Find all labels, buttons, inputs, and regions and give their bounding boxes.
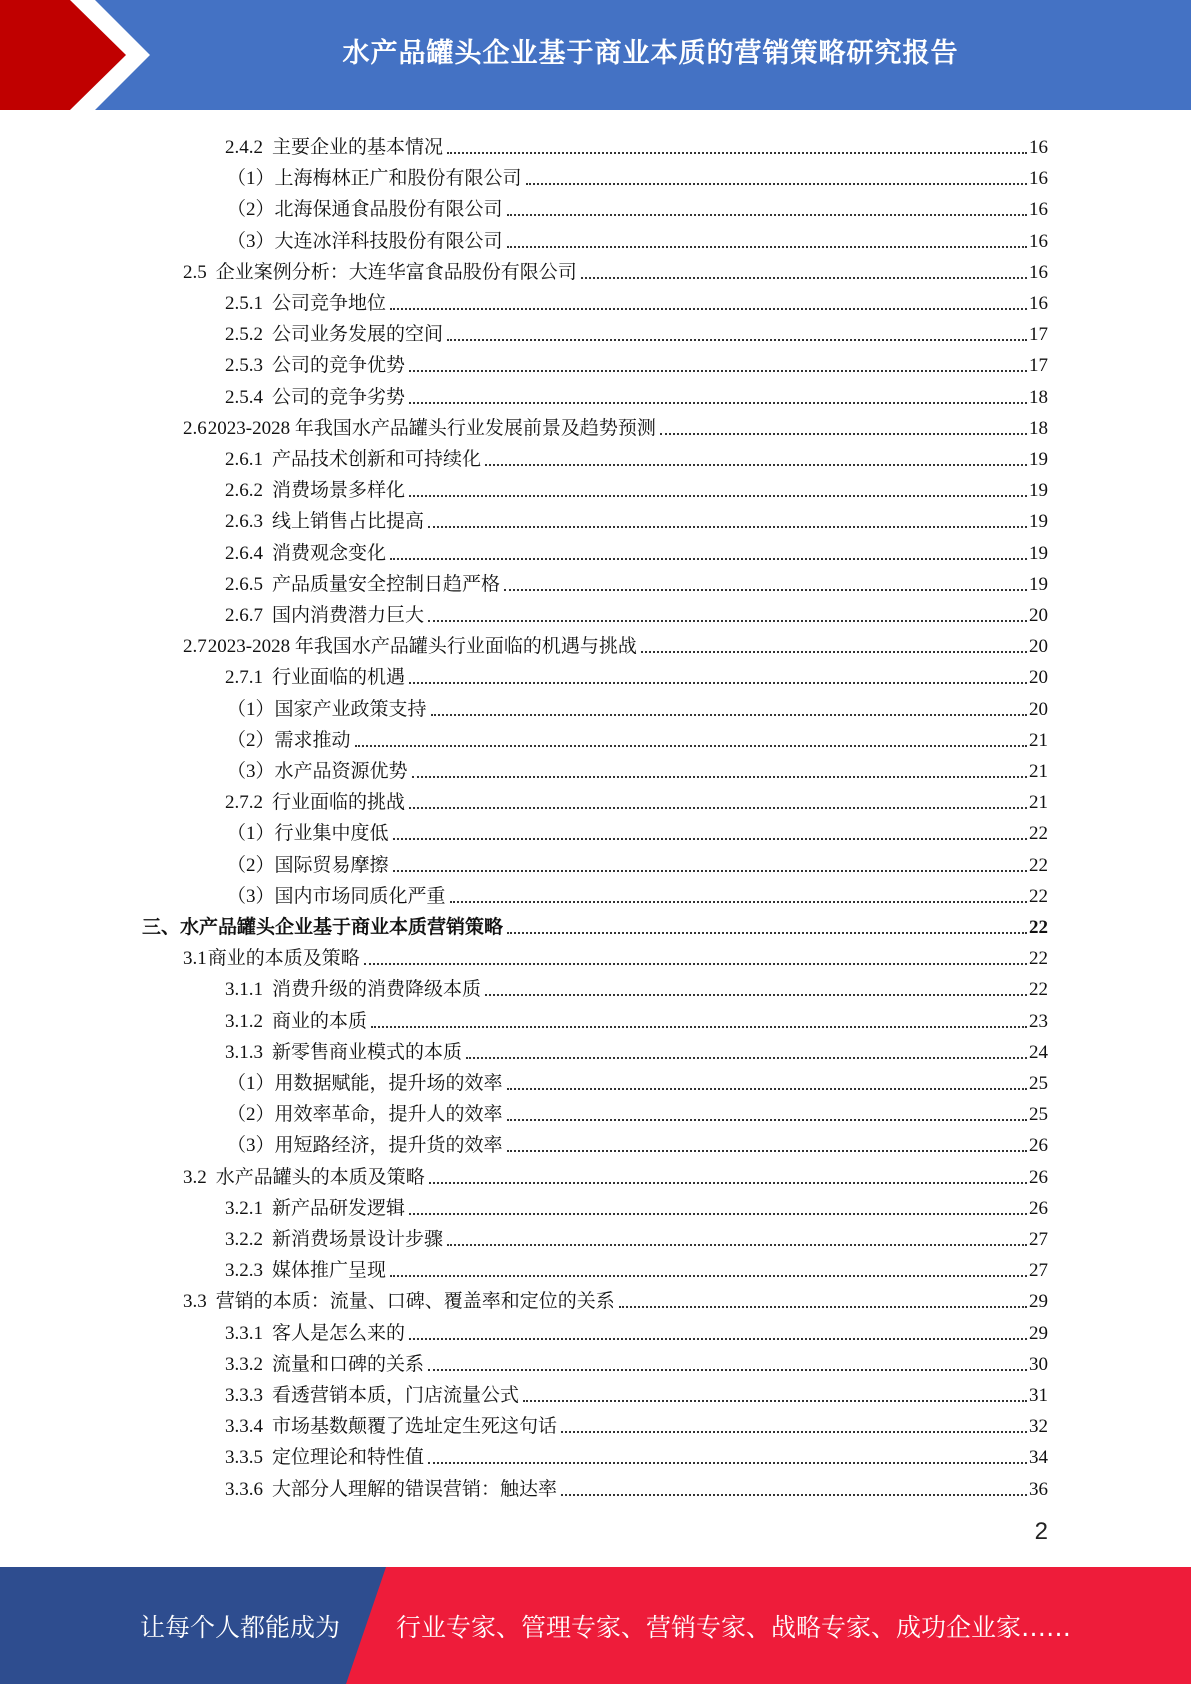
toc-dot-leader bbox=[447, 151, 1027, 154]
toc-entry[interactable] bbox=[225, 440, 1048, 471]
toc-entry[interactable] bbox=[227, 1064, 1048, 1095]
toc-entry[interactable] bbox=[225, 596, 1048, 627]
toc-entry-page: 21 bbox=[1029, 761, 1048, 782]
toc-dot-leader bbox=[523, 1399, 1027, 1402]
toc-entry-page: 22 bbox=[1029, 886, 1048, 907]
toc-entry-title: 大部分人理解的错误营销：触达率 bbox=[272, 1479, 558, 1500]
toc-entry-title: 2023-2028 年我国水产品罐头行业发展前景及趋势预测 bbox=[207, 418, 656, 439]
toc-entry[interactable] bbox=[225, 1345, 1048, 1376]
toc-dot-leader bbox=[428, 525, 1027, 528]
toc-entry-title: 产品质量安全控制日趋严格 bbox=[272, 574, 501, 595]
toc-entry-page: 29 bbox=[1029, 1323, 1048, 1344]
toc-entry[interactable] bbox=[225, 1438, 1048, 1469]
toc-dot-leader bbox=[393, 869, 1027, 872]
toc-entry-page: 19 bbox=[1029, 480, 1048, 501]
toc-dot-leader bbox=[409, 369, 1027, 372]
toc-entry-title: （1）行业集中度低 bbox=[227, 823, 389, 844]
toc-entry-number: 2.4.2 bbox=[225, 137, 263, 158]
toc-entry-title: 媒体推广呈现 bbox=[272, 1260, 387, 1281]
toc-entry-number: 3.2.2 bbox=[225, 1229, 263, 1250]
toc-entry-page: 27 bbox=[1029, 1260, 1048, 1281]
toc-entry-title: 三、水产品罐头企业基于商业本质营销策略 bbox=[142, 917, 504, 938]
toc-entry-title: （2）用效率革命，提升人的效率 bbox=[227, 1104, 503, 1125]
toc-entry-title: 营销的本质：流量、口碑、覆盖率和定位的关系 bbox=[215, 1291, 615, 1312]
toc-entry-page: 22 bbox=[1029, 979, 1048, 1000]
toc-entry-title: 新零售商业模式的本质 bbox=[272, 1042, 463, 1063]
toc-entry-page: 31 bbox=[1029, 1385, 1048, 1406]
toc-dot-leader bbox=[507, 1149, 1027, 1152]
toc-entry-title: 新消费场景设计步骤 bbox=[272, 1229, 444, 1250]
toc-entry-title: （2）需求推动 bbox=[227, 730, 351, 751]
toc-entry-number: 3.2.3 bbox=[225, 1260, 263, 1281]
toc-dot-leader bbox=[447, 1243, 1027, 1246]
toc-entry[interactable] bbox=[183, 1158, 1048, 1189]
toc-entry-title: （3）大连冰洋科技股份有限公司 bbox=[227, 231, 503, 252]
toc-entry[interactable] bbox=[225, 1314, 1048, 1345]
toc-dot-leader bbox=[431, 713, 1027, 716]
toc-entry-title: （3）水产品资源优势 bbox=[227, 761, 408, 782]
toc-entry-title: 客人是怎么来的 bbox=[272, 1323, 406, 1344]
toc-dot-leader bbox=[428, 619, 1027, 622]
toc-entry-number: 2.6.5 bbox=[225, 574, 263, 595]
toc-entry-title: 行业面临的机遇 bbox=[272, 667, 406, 688]
toc-entry-title: 水产品罐头的本质及策略 bbox=[215, 1167, 425, 1188]
toc-entry-number: 2.5.3 bbox=[225, 355, 263, 376]
toc-entry-page: 20 bbox=[1029, 636, 1048, 657]
toc-entry-page: 25 bbox=[1029, 1073, 1048, 1094]
toc-entry-number: 2.7 bbox=[183, 636, 207, 657]
toc-entry-page: 16 bbox=[1029, 262, 1048, 283]
toc-entry[interactable] bbox=[225, 565, 1048, 596]
toc-entry-title: 商业的本质 bbox=[272, 1011, 368, 1032]
toc-entry-title: （3）用短路经济，提升货的效率 bbox=[227, 1135, 503, 1156]
toc-entry-page: 19 bbox=[1029, 511, 1048, 532]
toc-entry[interactable] bbox=[225, 315, 1048, 346]
toc-entry-title: 流量和口碑的关系 bbox=[272, 1354, 425, 1375]
toc-dot-leader bbox=[485, 463, 1027, 466]
toc-entry-page: 19 bbox=[1029, 449, 1048, 470]
toc-entry[interactable] bbox=[225, 284, 1048, 315]
toc-entry-page: 16 bbox=[1029, 231, 1048, 252]
toc-entry-number: 2.5.4 bbox=[225, 387, 263, 408]
toc-dot-leader bbox=[507, 931, 1027, 934]
page-header bbox=[0, 0, 1191, 110]
toc-entry[interactable] bbox=[227, 690, 1048, 721]
toc-entry[interactable] bbox=[227, 721, 1048, 752]
toc-entry-number: 2.6.3 bbox=[225, 511, 263, 532]
toc-entry-title: （1）用数据赋能，提升场的效率 bbox=[227, 1073, 503, 1094]
toc-entry-number: 2.6.1 bbox=[225, 449, 263, 470]
toc-entry-number: 3.1.3 bbox=[225, 1042, 263, 1063]
page-number: 2 bbox=[1034, 1518, 1048, 1545]
toc-entry-title: （2）国际贸易摩擦 bbox=[227, 855, 389, 876]
toc-entry[interactable] bbox=[225, 346, 1048, 377]
toc-entry[interactable] bbox=[225, 471, 1048, 502]
toc-entry-page: 19 bbox=[1029, 543, 1048, 564]
toc-entry-number: 2.5.1 bbox=[225, 293, 263, 314]
toc-entry-page: 23 bbox=[1029, 1011, 1048, 1032]
toc-entry-page: 22 bbox=[1029, 948, 1048, 969]
toc-dot-leader bbox=[390, 307, 1027, 310]
toc-dot-leader bbox=[507, 213, 1027, 216]
toc-entry[interactable] bbox=[225, 658, 1048, 689]
toc-dot-leader bbox=[364, 962, 1027, 965]
toc-entry-title: （1）上海梅林正广和股份有限公司 bbox=[227, 168, 522, 189]
toc-entry-title: 看透营销本质，门店流量公式 bbox=[272, 1385, 520, 1406]
toc-dot-leader bbox=[409, 494, 1027, 497]
toc-entry-number: 3.3.2 bbox=[225, 1354, 263, 1375]
toc-entry-page: 26 bbox=[1029, 1198, 1048, 1219]
toc-entry-title: 国内消费潜力巨大 bbox=[272, 605, 425, 626]
toc-entry-title: 企业案例分析：大连华富食品股份有限公司 bbox=[215, 262, 577, 283]
toc-entry-page: 19 bbox=[1029, 574, 1048, 595]
toc-entry-page: 17 bbox=[1029, 355, 1048, 376]
toc-entry[interactable] bbox=[225, 1189, 1048, 1220]
toc-entry[interactable] bbox=[225, 1470, 1048, 1501]
toc-entry[interactable] bbox=[225, 970, 1048, 1001]
toc-entry-number: 3.3 bbox=[183, 1291, 207, 1312]
toc-dot-leader bbox=[641, 650, 1027, 653]
toc-entry-page: 24 bbox=[1029, 1042, 1048, 1063]
toc-entry-title: 消费观念变化 bbox=[272, 543, 387, 564]
toc-dot-leader bbox=[429, 1181, 1027, 1184]
toc-dot-leader bbox=[660, 432, 1027, 435]
toc-entry[interactable] bbox=[225, 378, 1048, 409]
toc-dot-leader bbox=[485, 993, 1027, 996]
toc-entry-page: 17 bbox=[1029, 324, 1048, 345]
toc-entry-page: 22 bbox=[1029, 855, 1048, 876]
toc-dot-leader bbox=[428, 1461, 1027, 1464]
toc-dot-leader bbox=[507, 1087, 1027, 1090]
toc-entry-page: 22 bbox=[1029, 823, 1048, 844]
toc-entry-number: 2.6.4 bbox=[225, 543, 263, 564]
toc-dot-leader bbox=[507, 1118, 1027, 1121]
toc-entry[interactable] bbox=[227, 159, 1048, 190]
toc-dot-leader bbox=[393, 837, 1027, 840]
toc-entry-title: 公司的竞争优势 bbox=[272, 355, 406, 376]
toc-dot-leader bbox=[466, 1056, 1027, 1059]
toc-entry-number: 3.3.1 bbox=[225, 1323, 263, 1344]
toc-entry-number: 3.2.1 bbox=[225, 1198, 263, 1219]
toc-entry-page: 18 bbox=[1029, 418, 1048, 439]
toc-entry-page: 20 bbox=[1029, 699, 1048, 720]
toc-entry-title: （1）国家产业政策支持 bbox=[227, 699, 427, 720]
toc-dot-leader bbox=[450, 900, 1027, 903]
toc-entry-page: 16 bbox=[1029, 199, 1048, 220]
toc-entry-page: 26 bbox=[1029, 1167, 1048, 1188]
toc-entry-title: （3）国内市场同质化严重 bbox=[227, 886, 446, 907]
toc-entry[interactable] bbox=[225, 1407, 1048, 1438]
toc-entry-number: 2.7.2 bbox=[225, 792, 263, 813]
toc-entry[interactable] bbox=[225, 783, 1048, 814]
toc-entry-number: 2.5.2 bbox=[225, 324, 263, 345]
header-arrow-decoration bbox=[0, 0, 160, 110]
toc-entry[interactable] bbox=[227, 190, 1048, 221]
toc-entry[interactable] bbox=[227, 814, 1048, 845]
toc-dot-leader bbox=[390, 557, 1027, 560]
toc-dot-leader bbox=[561, 1430, 1027, 1433]
toc-entry-title: 商业的本质及策略 bbox=[207, 948, 360, 969]
footer-slogan-right: 行业专家、管理专家、营销专家、战略专家、成功企业家…… bbox=[396, 1612, 1072, 1642]
toc-entry-number: 3.3.5 bbox=[225, 1447, 263, 1468]
toc-entry-page: 25 bbox=[1029, 1104, 1048, 1125]
toc-entry-page: 16 bbox=[1029, 293, 1048, 314]
toc-entry-title: 消费场景多样化 bbox=[272, 480, 406, 501]
toc-dot-leader bbox=[619, 1305, 1027, 1308]
toc-dot-leader bbox=[581, 276, 1027, 279]
toc-entry[interactable] bbox=[183, 409, 1048, 440]
toc-entry-title: 线上销售占比提高 bbox=[272, 511, 425, 532]
toc-entry-page: 34 bbox=[1029, 1447, 1048, 1468]
toc-entry-number: 2.7.1 bbox=[225, 667, 263, 688]
toc-entry-title: 消费升级的消费降级本质 bbox=[272, 979, 482, 1000]
toc-entry-number: 3.3.3 bbox=[225, 1385, 263, 1406]
toc-entry[interactable] bbox=[227, 877, 1048, 908]
toc-entry-title: 新产品研发逻辑 bbox=[272, 1198, 406, 1219]
toc-dot-leader bbox=[355, 744, 1027, 747]
toc-entry[interactable] bbox=[227, 752, 1048, 783]
toc-entry[interactable] bbox=[227, 222, 1048, 253]
toc-dot-leader bbox=[409, 1337, 1027, 1340]
toc-entry[interactable] bbox=[225, 1251, 1048, 1282]
toc-dot-leader bbox=[409, 806, 1027, 809]
toc-entry[interactable] bbox=[225, 534, 1048, 565]
footer-slogan-left: 让每个人都能成为 bbox=[140, 1612, 341, 1642]
toc-entry[interactable] bbox=[183, 253, 1048, 284]
toc-entry-title: 公司业务发展的空间 bbox=[272, 324, 444, 345]
toc-entry-page: 29 bbox=[1029, 1291, 1048, 1312]
toc-entry[interactable] bbox=[183, 627, 1048, 658]
toc-dot-leader bbox=[409, 681, 1027, 684]
toc-entry-page: 36 bbox=[1029, 1479, 1048, 1500]
toc-entry-number: 3.1.1 bbox=[225, 979, 263, 1000]
toc-entry-page: 16 bbox=[1029, 137, 1048, 158]
toc-dot-leader bbox=[409, 1212, 1027, 1215]
toc-entry-page: 30 bbox=[1029, 1354, 1048, 1375]
toc-dot-leader bbox=[447, 338, 1027, 341]
toc-entry-number: 2.5 bbox=[183, 262, 207, 283]
toc-entry-title: 产品技术创新和可持续化 bbox=[272, 449, 482, 470]
toc-entry[interactable] bbox=[225, 128, 1048, 159]
toc-dot-leader bbox=[504, 588, 1027, 591]
toc-dot-leader bbox=[526, 182, 1027, 185]
toc-dot-leader bbox=[390, 1274, 1027, 1277]
toc-entry-title: 市场基数颠覆了选址定生死这句话 bbox=[272, 1416, 558, 1437]
toc-entry-number: 3.1.2 bbox=[225, 1011, 263, 1032]
toc-entry-page: 20 bbox=[1029, 605, 1048, 626]
page-footer bbox=[0, 1567, 1191, 1684]
toc-entry-number: 3.2 bbox=[183, 1167, 207, 1188]
toc-entry-number: 2.6 bbox=[183, 418, 207, 439]
toc-entry-number: 3.3.6 bbox=[225, 1479, 263, 1500]
toc-dot-leader bbox=[428, 1368, 1027, 1371]
toc-dot-leader bbox=[371, 1025, 1027, 1028]
report-title: 水产品罐头企业基于商业本质的营销策略研究报告 bbox=[342, 37, 959, 69]
toc-entry-title: 公司竞争地位 bbox=[272, 293, 387, 314]
toc-entry-title: 公司的竞争劣势 bbox=[272, 387, 406, 408]
toc-entry-title: 2023-2028 年我国水产品罐头行业面临的机遇与挑战 bbox=[207, 636, 637, 657]
toc-entry-page: 16 bbox=[1029, 168, 1048, 189]
toc-entry-number: 3.1 bbox=[183, 948, 207, 969]
toc-entry-title: （2）北海保通食品股份有限公司 bbox=[227, 199, 503, 220]
toc-entry[interactable] bbox=[183, 939, 1048, 970]
toc-entry-page: 32 bbox=[1029, 1416, 1048, 1437]
toc-entry-number: 2.6.7 bbox=[225, 605, 263, 626]
toc-entry-page: 20 bbox=[1029, 667, 1048, 688]
toc-entry[interactable] bbox=[227, 1095, 1048, 1126]
toc-entry[interactable] bbox=[225, 1220, 1048, 1251]
toc-entry[interactable] bbox=[225, 1033, 1048, 1064]
toc-entry-page: 18 bbox=[1029, 387, 1048, 408]
toc-entry-page: 22 bbox=[1029, 917, 1048, 938]
toc-entry[interactable] bbox=[225, 502, 1048, 533]
toc-entry[interactable] bbox=[227, 1126, 1048, 1157]
toc-entry-number: 3.3.4 bbox=[225, 1416, 263, 1437]
toc-entry-title: 行业面临的挑战 bbox=[272, 792, 406, 813]
toc-entry[interactable] bbox=[142, 908, 1048, 939]
toc-entry-number: 2.6.2 bbox=[225, 480, 263, 501]
toc-entry[interactable] bbox=[225, 1002, 1048, 1033]
toc-entry-page: 26 bbox=[1029, 1135, 1048, 1156]
toc-entry[interactable] bbox=[225, 1376, 1048, 1407]
toc-entry-page: 21 bbox=[1029, 792, 1048, 813]
toc-dot-leader bbox=[409, 401, 1027, 404]
toc-entry[interactable] bbox=[183, 1282, 1048, 1313]
toc-entry-title: 主要企业的基本情况 bbox=[272, 137, 444, 158]
toc-entry-page: 27 bbox=[1029, 1229, 1048, 1250]
toc-entry-page: 21 bbox=[1029, 730, 1048, 751]
toc-dot-leader bbox=[561, 1493, 1027, 1496]
toc-entry-title: 定位理论和特性值 bbox=[272, 1447, 425, 1468]
toc-dot-leader bbox=[412, 775, 1027, 778]
toc-dot-leader bbox=[507, 245, 1027, 248]
toc-entry[interactable] bbox=[227, 846, 1048, 877]
